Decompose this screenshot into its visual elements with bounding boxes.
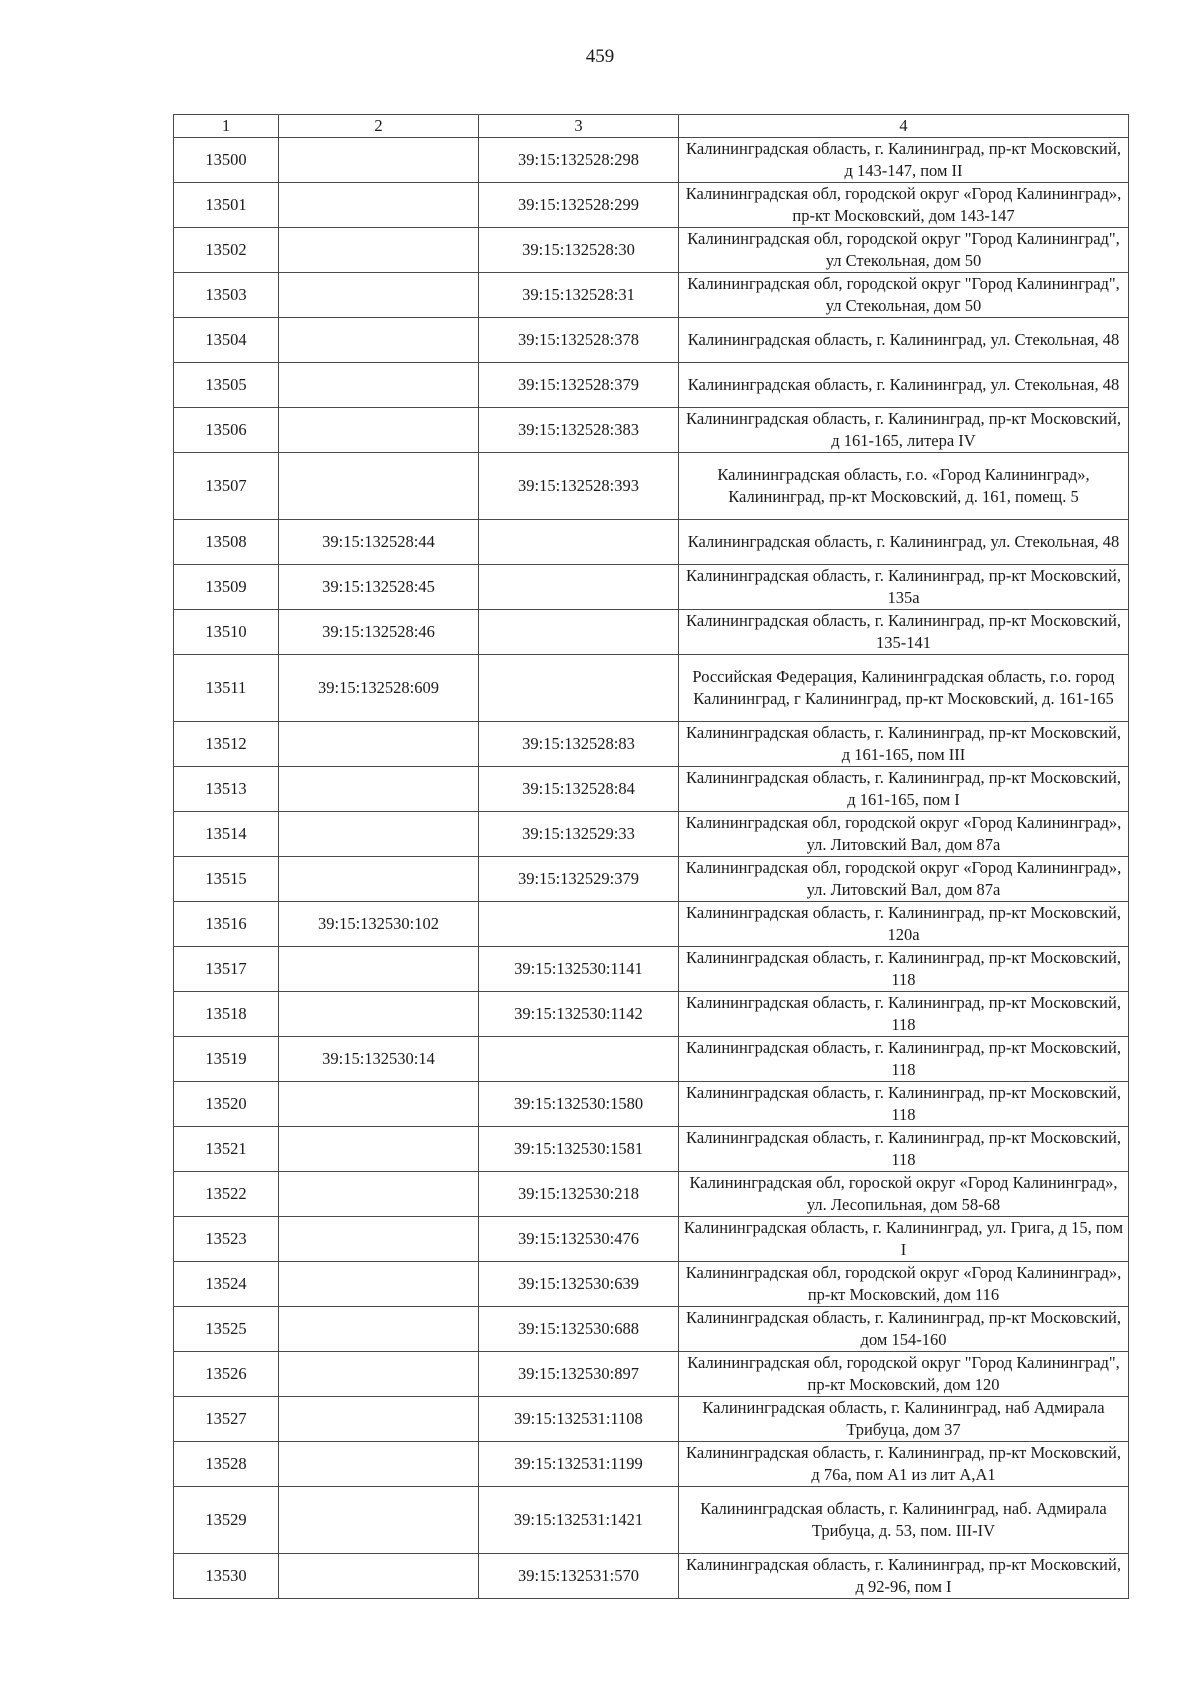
cell-cadastral-number-2: [279, 363, 479, 408]
cell-cadastral-number-3: 39:15:132528:383: [479, 408, 679, 453]
cell-number: 13516: [174, 902, 279, 947]
cell-number: 13505: [174, 363, 279, 408]
cell-cadastral-number-2: [279, 318, 479, 363]
table-row: [174, 1172, 1129, 1217]
cell-cadastral-number-2: [279, 1217, 479, 1262]
column-header-3: 3: [479, 115, 679, 138]
cell-number: 13514: [174, 812, 279, 857]
cell-number: 13521: [174, 1127, 279, 1172]
cell-number: 13530: [174, 1554, 279, 1599]
cell-number: 13528: [174, 1442, 279, 1487]
cell-number: 13508: [174, 520, 279, 565]
cell-address: Калининградская область, г. Калининград, пр-кт Московский, 118: [679, 992, 1129, 1037]
cell-cadastral-number-3: 39:15:132528:299: [479, 183, 679, 228]
table-row: [174, 183, 1129, 228]
cell-number: 13520: [174, 1082, 279, 1127]
table-row: [174, 363, 1129, 408]
cell-address: Калининградская область, г. Калининград, пр-кт Московский, д 143-147, пом II: [679, 138, 1129, 183]
cell-cadastral-number-2: [279, 1082, 479, 1127]
cell-number: 13506: [174, 408, 279, 453]
cell-address: Калининградская область, г. Калининград, ул. Стекольная, 48: [679, 520, 1129, 565]
cell-cadastral-number-2: 39:15:132528:45: [279, 565, 479, 610]
cell-cadastral-number-2: 39:15:132528:44: [279, 520, 479, 565]
cell-cadastral-number-3: 39:15:132530:639: [479, 1262, 679, 1307]
cell-address: Калининградская область, г. Калининград, ул. Стекольная, 48: [679, 318, 1129, 363]
cell-address: Калининградская область, г. Калининград, пр-кт Московский, 118: [679, 1037, 1129, 1082]
cell-number: 13513: [174, 767, 279, 812]
cell-cadastral-number-3: 39:15:132530:218: [479, 1172, 679, 1217]
cell-address: Калининградская область, г. Калининград, пр-кт Московский, 118: [679, 947, 1129, 992]
cell-address: Калининградская обл, городской округ "Город Калининград", пр-кт Московский, дом 120: [679, 1352, 1129, 1397]
cell-cadastral-number-2: [279, 1554, 479, 1599]
table-row: [174, 1487, 1129, 1554]
table-row: [174, 767, 1129, 812]
cell-cadastral-number-3: 39:15:132530:1580: [479, 1082, 679, 1127]
cell-number: 13504: [174, 318, 279, 363]
cell-address: Российская Федерация, Калининградская область, г.о. город Калининград, г Калининград, пр-кт Московский, д. 161-165: [679, 655, 1129, 722]
table-row: [174, 947, 1129, 992]
cell-cadastral-number-3: 39:15:132528:298: [479, 138, 679, 183]
table-row: [174, 902, 1129, 947]
cell-number: 13529: [174, 1487, 279, 1554]
cell-cadastral-number-3: 39:15:132528:30: [479, 228, 679, 273]
table-row: [174, 1352, 1129, 1397]
cell-address: Калининградская обл, городской округ «Город Калининград», ул. Литовский Вал, дом 87а: [679, 857, 1129, 902]
cell-cadastral-number-2: [279, 408, 479, 453]
cell-number: 13509: [174, 565, 279, 610]
cell-address: Калининградская область, г. Калининград, ул. Стекольная, 48: [679, 363, 1129, 408]
cell-cadastral-number-2: [279, 722, 479, 767]
cell-address: Калининградская область, г. Калининград, наб. Адмирала Трибуца, д. 53, пом. III-IV: [679, 1487, 1129, 1554]
table-row: [174, 992, 1129, 1037]
table-row: [174, 1262, 1129, 1307]
cell-cadastral-number-3: 39:15:132531:1421: [479, 1487, 679, 1554]
table-row: [174, 1307, 1129, 1352]
cell-cadastral-number-3: 39:15:132530:688: [479, 1307, 679, 1352]
cell-cadastral-number-3: 39:15:132530:476: [479, 1217, 679, 1262]
cell-address: Калининградская область, г. Калининград, пр-кт Московский, 118: [679, 1127, 1129, 1172]
cell-number: 13500: [174, 138, 279, 183]
cell-address: Калининградская область, г. Калининград, пр-кт Московский, д 76а, пом А1 из лит А,А1: [679, 1442, 1129, 1487]
cell-address: Калининградская область, г. Калининград, пр-кт Московский, д 161-165, пом III: [679, 722, 1129, 767]
table-row: [174, 520, 1129, 565]
cell-cadastral-number-3: [479, 520, 679, 565]
cell-cadastral-number-2: [279, 273, 479, 318]
cell-cadastral-number-3: 39:15:132530:1141: [479, 947, 679, 992]
cell-cadastral-number-2: 39:15:132530:14: [279, 1037, 479, 1082]
cell-address: Калининградская область, г. Калининград, ул. Грига, д 15, пом I: [679, 1217, 1129, 1262]
column-header-2: 2: [279, 115, 479, 138]
cell-number: 13502: [174, 228, 279, 273]
cell-cadastral-number-2: [279, 812, 479, 857]
table-row: [174, 138, 1129, 183]
cell-cadastral-number-2: [279, 947, 479, 992]
table-row: [174, 655, 1129, 722]
cell-cadastral-number-2: 39:15:132528:46: [279, 610, 479, 655]
cell-address: Калининградская обл, городской округ "Город Калининград", ул Стекольная, дом 50: [679, 228, 1129, 273]
cell-address: Калининградская область, г. Калининград, пр-кт Московский, 118: [679, 1082, 1129, 1127]
table-row: [174, 1127, 1129, 1172]
cell-cadastral-number-2: [279, 1352, 479, 1397]
cell-cadastral-number-3: [479, 655, 679, 722]
cell-cadastral-number-3: 39:15:132528:378: [479, 318, 679, 363]
cell-number: 13507: [174, 453, 279, 520]
cell-number: 13526: [174, 1352, 279, 1397]
column-header-4: 4: [679, 115, 1129, 138]
table-row: [174, 565, 1129, 610]
cell-cadastral-number-3: 39:15:132528:84: [479, 767, 679, 812]
table-row: [174, 722, 1129, 767]
cell-cadastral-number-2: 39:15:132528:609: [279, 655, 479, 722]
cell-cadastral-number-3: 39:15:132528:379: [479, 363, 679, 408]
cell-cadastral-number-2: [279, 1127, 479, 1172]
cell-cadastral-number-3: 39:15:132529:33: [479, 812, 679, 857]
cell-address: Калининградская обл, городской округ "Город Калининград", ул Стекольная, дом 50: [679, 273, 1129, 318]
cell-cadastral-number-3: 39:15:132528:393: [479, 453, 679, 520]
cell-number: 13503: [174, 273, 279, 318]
cell-address: Калининградская область, г. Калининград, пр-кт Московский, 135а: [679, 565, 1129, 610]
table-row: [174, 1217, 1129, 1262]
cell-number: 13510: [174, 610, 279, 655]
cell-number: 13518: [174, 992, 279, 1037]
cell-cadastral-number-3: 39:15:132530:1581: [479, 1127, 679, 1172]
cell-cadastral-number-3: 39:15:132531:1199: [479, 1442, 679, 1487]
cell-cadastral-number-3: 39:15:132531:570: [479, 1554, 679, 1599]
cell-number: 13511: [174, 655, 279, 722]
cell-address: Калининградская область, г. Калининград, пр-кт Московский, д 161-165, литера IV: [679, 408, 1129, 453]
cell-number: 13527: [174, 1397, 279, 1442]
cell-cadastral-number-2: [279, 1487, 479, 1554]
cell-address: Калининградская обл, городской округ «Город Калининград», пр-кт Московский, дом 143-147: [679, 183, 1129, 228]
table-row: [174, 228, 1129, 273]
cell-cadastral-number-3: [479, 610, 679, 655]
cell-number: 13522: [174, 1172, 279, 1217]
cell-cadastral-number-3: [479, 565, 679, 610]
cell-number: 13512: [174, 722, 279, 767]
table-row: [174, 408, 1129, 453]
table-row: [174, 812, 1129, 857]
cell-cadastral-number-3: 39:15:132528:31: [479, 273, 679, 318]
cell-cadastral-number-3: 39:15:132530:1142: [479, 992, 679, 1037]
cell-number: 13523: [174, 1217, 279, 1262]
table-row: [174, 1397, 1129, 1442]
page-number: 459: [585, 46, 615, 67]
cell-cadastral-number-2: [279, 767, 479, 812]
cell-number: 13517: [174, 947, 279, 992]
cell-address: Калининградская область, г. Калининград, пр-кт Московский, д 92-96, пом I: [679, 1554, 1129, 1599]
column-header-1: 1: [174, 115, 279, 138]
cell-cadastral-number-2: [279, 228, 479, 273]
table-row: [174, 318, 1129, 363]
cell-cadastral-number-2: [279, 1172, 479, 1217]
table-row: [174, 610, 1129, 655]
cell-address: Калининградская обл, городской округ «Город Калининград», ул. Литовский Вал, дом 87а: [679, 812, 1129, 857]
table-row: [174, 273, 1129, 318]
cell-address: Калининградская область, г. Калининград, пр-кт Московский, д 161-165, пом I: [679, 767, 1129, 812]
cell-cadastral-number-3: [479, 1037, 679, 1082]
cell-address: Калининградская область, г. Калининград, пр-кт Московский, 120а: [679, 902, 1129, 947]
cell-cadastral-number-2: [279, 1442, 479, 1487]
cell-address: Калининградская область, г. Калининград, пр-кт Московский, дом 154-160: [679, 1307, 1129, 1352]
cell-cadastral-number-2: [279, 453, 479, 520]
table-body: [174, 138, 1129, 1599]
cell-number: 13519: [174, 1037, 279, 1082]
cell-cadastral-number-2: [279, 1262, 479, 1307]
cell-number: 13515: [174, 857, 279, 902]
cell-cadastral-number-3: 39:15:132530:897: [479, 1352, 679, 1397]
cell-cadastral-number-2: [279, 857, 479, 902]
table-row: [174, 1554, 1129, 1599]
property-table: [173, 114, 1129, 1599]
cell-cadastral-number-2: [279, 183, 479, 228]
table-row: [174, 857, 1129, 902]
table-row: [174, 453, 1129, 520]
table-row: [174, 1442, 1129, 1487]
cell-number: 13525: [174, 1307, 279, 1352]
header-row: [174, 115, 1129, 138]
cell-cadastral-number-2: [279, 138, 479, 183]
cell-number: 13524: [174, 1262, 279, 1307]
cell-number: 13501: [174, 183, 279, 228]
cell-cadastral-number-2: [279, 992, 479, 1037]
cell-address: Калининградская обл, гороской округ «Город Калининград», ул. Лесопильная, дом 58-68: [679, 1172, 1129, 1217]
cell-cadastral-number-3: 39:15:132531:1108: [479, 1397, 679, 1442]
cell-cadastral-number-2: [279, 1397, 479, 1442]
cell-cadastral-number-2: [279, 1307, 479, 1352]
cell-cadastral-number-2: 39:15:132530:102: [279, 902, 479, 947]
cell-address: Калининградская область, г. Калининград, наб Адмирала Трибуца, дом 37: [679, 1397, 1129, 1442]
cell-cadastral-number-3: 39:15:132529:379: [479, 857, 679, 902]
cell-cadastral-number-3: 39:15:132528:83: [479, 722, 679, 767]
table-row: [174, 1082, 1129, 1127]
cell-address: Калининградская обл, городской округ «Город Калининград», пр-кт Московский, дом 116: [679, 1262, 1129, 1307]
cell-cadastral-number-3: [479, 902, 679, 947]
cell-address: Калининградская область, г.о. «Город Калининград», Калининград, пр-кт Московский, д. 161, помещ. 5: [679, 453, 1129, 520]
table-row: [174, 1037, 1129, 1082]
cell-address: Калининградская область, г. Калининград, пр-кт Московский, 135-141: [679, 610, 1129, 655]
